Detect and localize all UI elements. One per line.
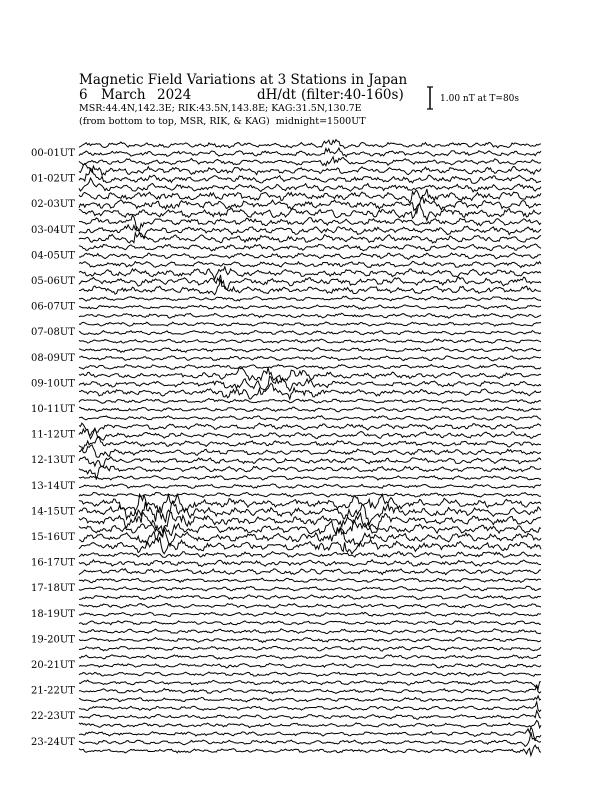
trace-rik-16-17UT: [79, 560, 541, 567]
trace-kag-01-02UT: [79, 164, 541, 175]
hour-label: 01-02UT: [31, 173, 75, 185]
trace-kag-18-19UT: [79, 604, 541, 609]
trace-kag-03-04UT: [79, 215, 541, 231]
trace-rik-17-18UT: [79, 586, 541, 591]
hour-label: 02-03UT: [31, 199, 75, 211]
trace-kag-07-08UT: [79, 322, 541, 326]
trace-rik-12-13UT: [79, 457, 541, 467]
trace-msr-10-11UT: [79, 416, 541, 421]
trace-kag-00-01UT: [79, 140, 541, 149]
trace-kag-10-11UT: [79, 399, 541, 404]
trace-msr-19-20UT: [79, 646, 541, 651]
trace-msr-21-22UT: [79, 696, 541, 702]
trace-msr-18-19UT: [79, 621, 541, 625]
hour-label: 12-13UT: [31, 455, 75, 467]
trace-msr-23-24UT: [79, 745, 541, 756]
trace-rik-06-07UT: [79, 305, 541, 310]
hour-label: 14-15UT: [31, 506, 75, 518]
stations-line: MSR:44.4N,142.3E; RIK:43.5N,143.8E; KAG:31.5N,130.7E: [79, 103, 362, 114]
trace-msr-04-05UT: [79, 261, 541, 267]
hour-label: 00-01UT: [31, 148, 75, 159]
trace-rik-04-05UT: [79, 253, 541, 260]
trace-msr-09-10UT: [79, 383, 541, 399]
trace-msr-14-15UT: [79, 512, 541, 533]
trace-kag-17-18UT: [79, 578, 541, 583]
date-year: 2024: [157, 87, 192, 103]
trace-kag-16-17UT: [79, 552, 541, 558]
trace-rik-21-22UT: [79, 686, 541, 694]
hour-label: 16-17UT: [31, 557, 75, 569]
hour-label: 21-22UT: [31, 685, 75, 697]
trace-kag-23-24UT: [79, 727, 541, 740]
trace-kag-02-03UT: [79, 189, 541, 203]
hour-label: 18-19UT: [31, 608, 75, 620]
hour-label: 06-07UT: [31, 301, 75, 313]
hour-label: 19-20UT: [31, 634, 75, 646]
hour-label: 22-23UT: [31, 711, 75, 723]
trace-rik-03-04UT: [79, 225, 541, 238]
trace-msr-13-14UT: [79, 492, 541, 497]
hour-label: 17-18UT: [31, 583, 75, 595]
filter-label: (filter:40-160s): [301, 87, 404, 103]
hour-label: 23-24UT: [31, 736, 75, 748]
trace-kag-19-20UT: [79, 629, 541, 634]
chart-title: Magnetic Field Variations at 3 Stations in Japan: [79, 72, 408, 88]
hour-label: 20-21UT: [31, 660, 75, 671]
trace-kag-08-09UT: [79, 347, 541, 352]
trace-kag-11-12UT: [79, 423, 541, 439]
hour-label: 05-06UT: [31, 276, 75, 287]
trace-kag-21-22UT: [79, 680, 541, 689]
hour-label: 10-11UT: [31, 404, 75, 415]
trace-rik-11-12UT: [79, 428, 541, 440]
trace-msr-11-12UT: [79, 436, 541, 449]
trace-msr-03-04UT: [79, 233, 541, 243]
trace-kag-12-13UT: [79, 445, 541, 458]
trace-kag-06-07UT: [79, 296, 541, 301]
trace-msr-08-09UT: [79, 364, 541, 369]
trace-msr-01-02UT: [79, 178, 541, 192]
trace-rik-02-03UT: [79, 197, 541, 214]
hour-label: 09-10UT: [31, 378, 75, 390]
trace-rik-08-09UT: [79, 356, 541, 361]
trace-rik-00-01UT: [79, 148, 541, 157]
trace-rik-19-20UT: [79, 638, 541, 643]
trace-kag-04-05UT: [79, 244, 541, 251]
trace-rik-07-08UT: [79, 331, 541, 335]
quantity-label: dH/dt: [257, 87, 297, 103]
trace-rik-20-21UT: [79, 663, 541, 668]
trace-kag-20-21UT: [79, 655, 541, 659]
trace-msr-00-01UT: [79, 157, 541, 166]
hour-label: 04-05UT: [31, 250, 75, 262]
trace-msr-20-21UT: [79, 672, 541, 676]
trace-kag-22-23UT: [79, 702, 541, 712]
hour-label: 08-09UT: [31, 352, 75, 364]
trace-msr-22-23UT: [79, 720, 541, 727]
order-text: (from bottom to top, MSR, RIK, & KAG): [79, 116, 270, 127]
hour-label: 13-14UT: [31, 480, 75, 492]
hour-label: 07-08UT: [31, 327, 75, 339]
hour-label: 15-16UT: [31, 532, 75, 543]
trace-msr-17-18UT: [79, 595, 541, 600]
trace-kag-15-16UT: [79, 520, 541, 536]
trace-rik-18-19UT: [79, 612, 541, 617]
trace-rik-22-23UT: [79, 711, 541, 720]
date-day: 6: [79, 87, 88, 103]
trace-kag-13-14UT: [79, 476, 541, 480]
scale-label: 1.00 nT at T=80s: [440, 94, 520, 104]
trace-msr-16-17UT: [79, 569, 541, 575]
date-month: March: [101, 87, 146, 103]
midnight-note: midnight=1500UT: [275, 116, 366, 127]
trace-kag-09-10UT: [79, 367, 541, 381]
hour-label: 11-12UT: [31, 429, 75, 441]
trace-rik-10-11UT: [79, 407, 541, 412]
hour-label: 03-04UT: [31, 224, 75, 236]
trace-msr-06-07UT: [79, 313, 541, 318]
trace-msr-07-08UT: [79, 339, 541, 343]
trace-rik-13-14UT: [79, 484, 541, 488]
